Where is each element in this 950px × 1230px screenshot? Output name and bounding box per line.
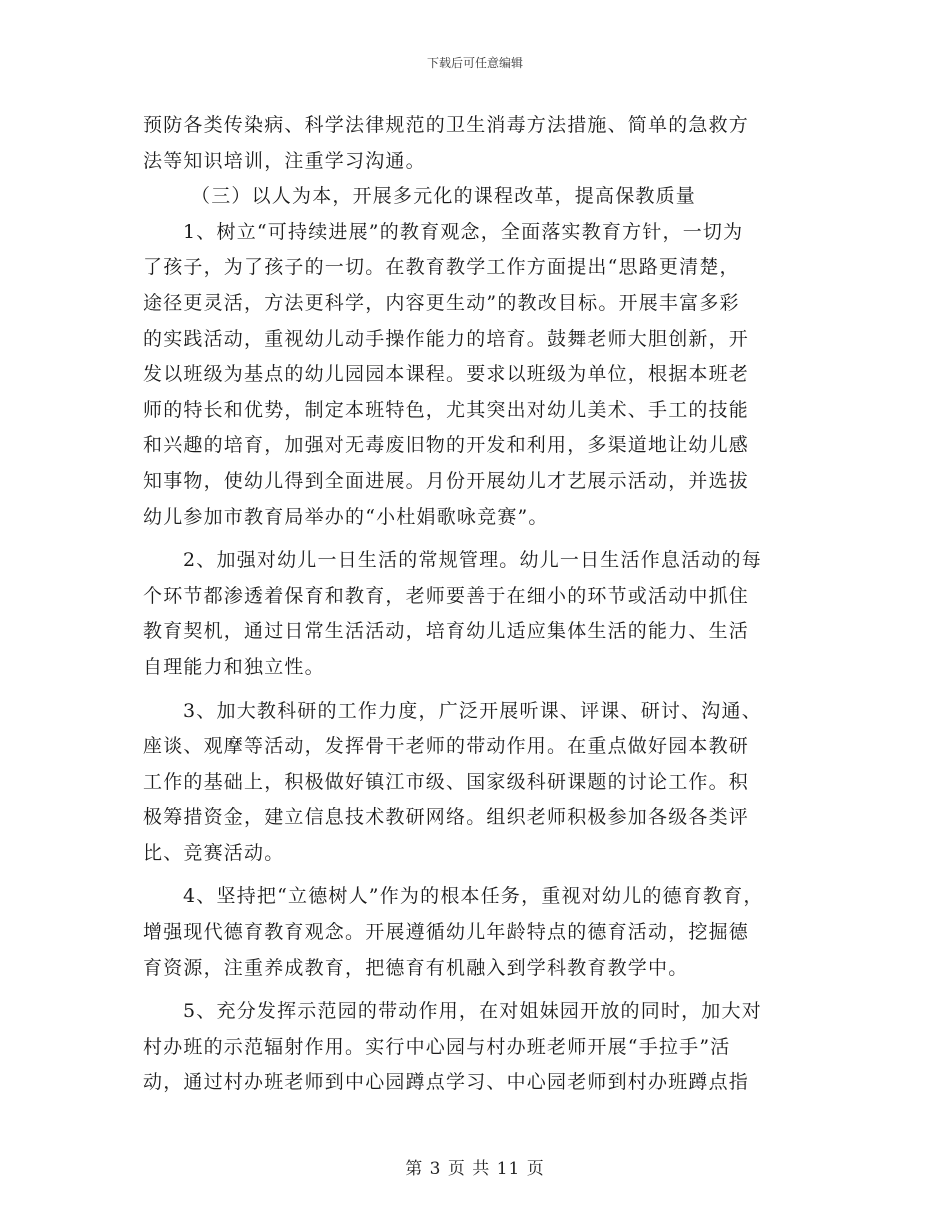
text-line: 了孩子，为了孩子的一切。在教育教学工作方面提出“思路更清楚， xyxy=(143,256,740,279)
page-header: 下载后可任意编辑 xyxy=(426,56,523,70)
text-line: 育资源，注重养成教育，把德育有机融入到学科教育教学中。 xyxy=(143,956,689,979)
text-line: 比、竞赛活动。 xyxy=(143,841,285,864)
text-line: 途径更灵活，方法更科学，内容更生动”的教改目标。开展丰富多彩 xyxy=(143,291,740,314)
text-line: 幼儿参加市教育局举办的“小杜娟歌咏竞赛”。 xyxy=(143,505,549,528)
paragraph-5-start: 5、充分发挥示范园的带动作用，在对姐妹园开放的同时，加大对 xyxy=(183,1000,762,1023)
document-body xyxy=(143,108,823,1101)
section-heading: （三）以人为本，开展多元化的课程改革，提高保教质量 xyxy=(191,185,697,208)
page-number-footer: 第 3 页 共 11 页 xyxy=(405,1159,545,1179)
paragraph-2-start: 2、加强对幼儿一日生活的常规管理。幼儿一日生活作息活动的每 xyxy=(183,549,762,572)
paragraph-1-start: 1、树立“可持续进展”的教育观念，全面落实教育方针，一切为 xyxy=(183,220,744,243)
text-line: 教育契机，通过日常生活活动，培育幼儿适应集体生活的能力、生活 xyxy=(143,620,750,643)
text-line: 个环节都渗透着保育和教育，老师要善于在细小的环节或活动中抓住 xyxy=(143,584,750,607)
text-line: 自理能力和独立性。 xyxy=(143,655,325,678)
paragraph-3-start: 3、加大教科研的工作力度，广泛开展听课、评课、研讨、沟通、 xyxy=(183,699,762,722)
text-line: 村办班的示范辐射作用。实行中心园与村办班老师开展“手拉手”活 xyxy=(143,1035,731,1058)
text-line: 增强现代德育教育观念。开展遵循幼儿年龄特点的德育活动，挖掘德 xyxy=(143,921,750,944)
text-line: 发以班级为基点的幼儿园园本课程。要求以班级为单位，根据本班老 xyxy=(143,363,750,386)
text-line: 座谈、观摩等活动，发挥骨干老师的带动作用。在重点做好园本教研 xyxy=(143,735,750,758)
text-line: 和兴趣的培育，加强对无毒废旧物的开发和利用，多渠道地让幼儿感 xyxy=(143,434,750,457)
text-line: 工作的基础上，积极做好镇江市级、国家级科研课题的讨论工作。积 xyxy=(143,770,750,793)
text-line: 知事物，使幼儿得到全面进展。月份开展幼儿才艺展示活动，并选拔 xyxy=(143,469,750,492)
text-line: 极筹措资金，建立信息技术教研网络。组织老师积极参加各级各类评 xyxy=(143,806,750,829)
text-line: 动，通过村办班老师到中心园蹲点学习、中心园老师到村办班蹲点指 xyxy=(143,1071,750,1094)
text-line: 法等知识培训，注重学习沟通。 xyxy=(143,149,426,172)
text-line: 师的特长和优势，制定本班特色，尤其突出对幼儿美术、手工的技能 xyxy=(143,398,750,421)
text-line: 预防各类传染病、科学法律规范的卫生消毒方法措施、简单的急救方 xyxy=(143,114,750,136)
paragraph-4-start: 4、坚持把“立德树人”作为的根本任务，重视对幼儿的德育教育， xyxy=(183,885,764,908)
text-line: 的实践活动，重视幼儿动手操作能力的培育。鼓舞老师大胆创新，开 xyxy=(143,327,750,350)
